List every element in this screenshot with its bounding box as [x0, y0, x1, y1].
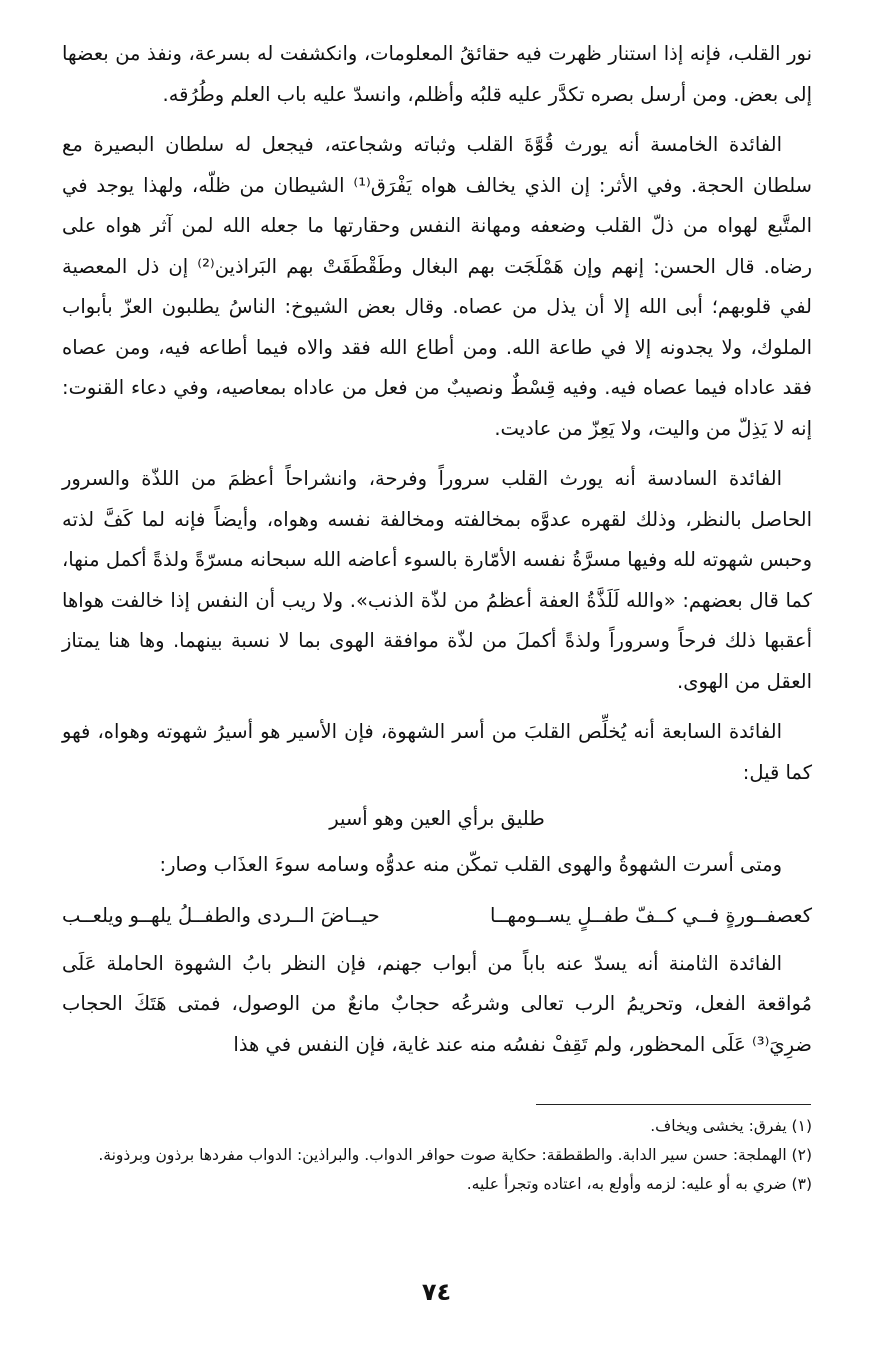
verse-first-hemistich: كعصفــورةٍ فــي كــفّ طفــلٍ يســومهــا: [490, 903, 812, 927]
footnote-2: (٢) الهملجة: حسن سير الدابة. والطقطقة: حكاية صوت حوافر الدواب. والبراذين: الدواب مفردها برذون وبرذونة.: [98, 1146, 812, 1164]
paragraph-6: الفائدة الثامنة أنه يسدّ عنه باباً من أبواب جهنم، فإن النظر بابُ الشهوة الحاملة عَلَى مُواقعة الفعل، وتحريمُ الرب تعالى وشرعُه حجابٌ مانعٌ من الوصول، فمتى هَتَكَ الحجاب ضرِيَ⁽³⁾ عَلَى المحظور، ولم تَقِفْ نفسُه منه عند غاية، فإن النفس في هذا: [62, 951, 812, 1056]
paragraph-5: ومتى أسرت الشهوةُ والهوى القلب تمكّن منه عدوُّه وسامه سوءَ العذَاب وصار:: [159, 853, 782, 876]
verse-couplet: [62, 896, 812, 936]
page-body: [62, 34, 812, 1075]
footnote-3: (٣) ضري به أو عليه: لزمه وأولع به، اعتاده وتجرأ عليه.: [466, 1175, 812, 1193]
paragraph-2: الفائدة الخامسة أنه يورث قُوَّةَ القلب وثباته وشجاعته، فيجعل له سلطان البصيرة مع سلطان الحجة. وفي الأثر: إن الذي يخالف هواه يَفْرَق⁽¹⁾ الشيطان من ظلّه، ولهذا يوجد في المتَّبع لهواه من ذلّ القلب وضعفه ومهانة النفس وحقارتها ما جعله الله لمن آثر هواه على رضاه. قال الحسن: إنهم وإن هَمْلَجَت بهم البغال وطَقْطَقَتْ بهم البَراذين⁽²⁾ إن ذل المعصية لفي قلوبهم؛ أبى الله إلا أن يذل من عصاه. وقال بعض الشيوخ: الناسُ يطلبون العزّ بأبواب الملوك، ولا يجدونه إلا في طاعة الله. ومن أطاع الله فقد والاه فيما أطاعه فيه، ومن عصاه فقد عاداه فيما عصاه فيه. وفيه قِسْطٌ ونصيبٌ من فعل من عاداه بمعاصيه، وفي دعاء القنوت: إنه لا يَذِلّ من واليت، ولا يَعِزّ من عاديت.: [62, 133, 812, 440]
verse-second-hemistich: حيــاضَ الــردى والطفــلُ يلهــو ويلعــب: [62, 903, 380, 927]
page-number: ٧٤: [421, 1278, 452, 1306]
footnotes: [62, 1112, 812, 1199]
paragraph-3: الفائدة السادسة أنه يورث القلب سروراً وفرحة، وانشراحاً أعظمَ من اللذّة والسرور الحاصل بالنظر، وذلك لقهره عدوَّه بمخالفته ومخالفة نفسه وهواه، وأيضاً فإنه لما كَفَّ لذته وحبس شهوته لله وفيها مسرَّةُ نفسه الأمّارة بالسوء أعاضه الله سبحانه مسرّةً ولذةً أكمل منها، كما قال بعضهم: «والله لَلَذَّةُ العفة أعظمُ من لذّة الذنب». ولا ريب أن النفس إذا خالفت هواها أعقبها ذلك فرحاً وسروراً ولذةً أكملَ من لذّة موافقة الهوى بما لا نسبة بينهما. وها هنا يمتاز العقل من الهوى.: [62, 467, 812, 693]
paragraph-4: الفائدة السابعة أنه يُخلِّص القلبَ من أسر الشهوة، فإن الأسير هو أسيرُ شهوته وهواه، فهو كما قيل:: [62, 720, 812, 784]
footnote-divider: [536, 1104, 811, 1105]
footnote-1: (١) يفرق: يخشى ويخاف.: [650, 1117, 812, 1135]
paragraph-1: نور القلب، فإنه إذا استنار ظهرت فيه حقائقُ المعلومات، وانكشفت له بسرعة، ونفذ من بعضها إلى بعض. ومن أرسل بصره تكدَّر عليه قلبُه وأظلم، وانسدّ عليه باب العلم وطُرُقه.: [62, 42, 812, 106]
verse-line: طليق برأي العين وهو أسير: [329, 807, 545, 830]
